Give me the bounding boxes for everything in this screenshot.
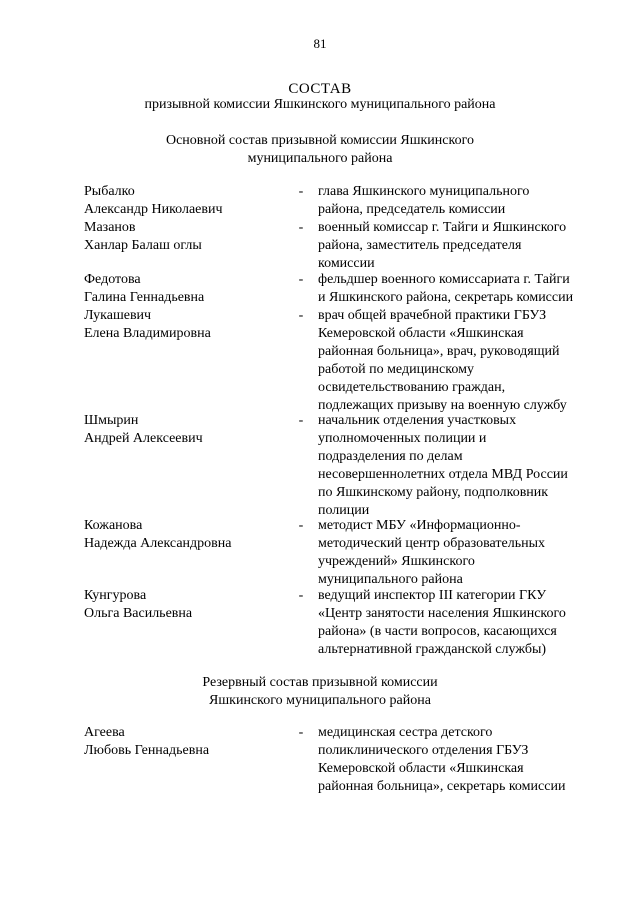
member-role-line: врач общей врачебной практики ГБУЗ — [318, 308, 547, 323]
member-role — [318, 307, 604, 415]
member-role — [318, 183, 604, 219]
page-number: 81 — [313, 36, 327, 51]
member-role — [318, 517, 604, 589]
member-role-line: ведущий инспектор III категории ГКУ — [318, 588, 547, 603]
member-role-line: освидетельствованию граждан, — [318, 380, 506, 395]
member-role-line: района» (в части вопросов, касающихся — [318, 624, 557, 639]
member-role-line: альтернативной гражданской службы) — [318, 642, 547, 657]
member-entry — [84, 412, 604, 517]
member-role-line: медицинская сестра детского — [318, 725, 493, 740]
member-given-name: Ханлар Балаш оглы — [84, 238, 202, 253]
member-given-name: Елена Владимировна — [84, 326, 211, 341]
member-role-line: района, председатель комиссии — [318, 202, 506, 217]
member-role-line: Кемеровской области «Яшкинская — [318, 761, 524, 776]
member-role-line: Кемеровской области «Яшкинская — [318, 326, 524, 341]
main-section-heading-line: Основной состав призывной комиссии Яшкинского — [165, 133, 474, 148]
member-entry — [84, 587, 604, 659]
member-role — [318, 587, 604, 659]
document-title: СОСТАВ — [288, 81, 352, 97]
member-role-line: комиссии — [318, 256, 375, 271]
member-role-line: и Яшкинского района, секретарь комиссии — [318, 290, 574, 305]
member-role-line: военный комиссар г. Тайги и Яшкинского — [318, 220, 567, 235]
member-role-line: глава Яшкинского муниципального — [318, 184, 530, 199]
member-role-line: муниципального района — [318, 572, 463, 587]
member-name — [84, 587, 284, 623]
member-name — [84, 219, 284, 255]
member-role-line: района, заместитель председателя — [318, 238, 522, 253]
main-roster — [84, 183, 604, 659]
member-name — [84, 271, 284, 307]
member-entry — [84, 307, 604, 412]
member-surname: Мазанов — [84, 220, 136, 235]
member-given-name: Андрей Алексеевич — [84, 431, 203, 446]
member-surname: Федотова — [84, 272, 141, 287]
member-surname: Кожанова — [84, 518, 143, 533]
member-role — [318, 271, 604, 307]
reserve-section-heading-line: Резервный состав призывной комиссии — [202, 675, 438, 690]
member-given-name: Любовь Геннадьевна — [84, 743, 210, 758]
member-role — [318, 724, 604, 796]
member-surname: Рыбалко — [84, 184, 135, 199]
member-entry — [84, 271, 604, 307]
member-dash: - — [298, 220, 304, 235]
member-entry — [84, 183, 604, 219]
member-role-line: подразделения по делам — [318, 449, 463, 464]
member-name — [84, 307, 284, 343]
member-role-line: методист МБУ «Информационно- — [318, 518, 521, 533]
member-role-line: подлежащих призыву на военную службу — [318, 398, 567, 413]
member-entry — [84, 517, 604, 587]
member-surname: Лукашевич — [84, 308, 152, 323]
member-given-name: Галина Геннадьевна — [84, 290, 205, 305]
member-role-line: поликлинического отделения ГБУЗ — [318, 743, 529, 758]
member-given-name: Александр Николаевич — [84, 202, 223, 217]
member-role-line: методический центр образовательных — [318, 536, 545, 551]
main-section-heading-line: муниципального района — [247, 151, 393, 166]
reserve-section-heading — [0, 674, 640, 710]
member-role-line: работой по медицинскому — [318, 362, 474, 377]
member-role-line: районная больница», секретарь комиссии — [318, 779, 566, 794]
member-dash: - — [298, 308, 304, 323]
document-subtitle: призывной комиссии Яшкинского муниципального района — [144, 97, 496, 112]
member-dash: - — [298, 518, 304, 533]
reserve-section-heading-line: Яшкинского муниципального района — [209, 693, 431, 708]
member-role-line: полиции — [318, 503, 370, 518]
member-role-line: несовершеннолетних отдела МВД России — [318, 467, 568, 482]
member-given-name: Ольга Васильевна — [84, 606, 193, 621]
member-surname: Кунгурова — [84, 588, 147, 603]
member-name — [84, 517, 284, 553]
member-dash: - — [298, 184, 304, 199]
member-name — [84, 724, 284, 760]
reserve-roster — [84, 724, 604, 796]
member-role-line: районная больница», врач, руководящий — [318, 344, 560, 359]
member-dash: - — [298, 725, 304, 740]
member-surname: Агеева — [84, 725, 125, 740]
member-role-line: «Центр занятости населения Яшкинского — [318, 606, 566, 621]
member-given-name: Надежда Александровна — [84, 536, 232, 551]
member-role-line: учреждений» Яшкинского — [318, 554, 475, 569]
member-role-line: по Яшкинскому району, подполковник — [318, 485, 549, 500]
member-entry — [84, 219, 604, 271]
member-role — [318, 219, 604, 273]
member-entry — [84, 724, 604, 796]
main-section-heading — [0, 132, 640, 168]
member-role-line: начальник отделения участковых — [318, 413, 517, 428]
member-role — [318, 412, 604, 520]
member-name — [84, 183, 284, 219]
member-name — [84, 412, 284, 448]
member-dash: - — [298, 272, 304, 287]
member-dash: - — [298, 588, 304, 603]
member-surname: Шмырин — [84, 413, 139, 428]
member-dash: - — [298, 413, 304, 428]
member-role-line: фельдшер военного комиссариата г. Тайги — [318, 272, 570, 287]
member-role-line: уполномоченных полиции и — [318, 431, 487, 446]
